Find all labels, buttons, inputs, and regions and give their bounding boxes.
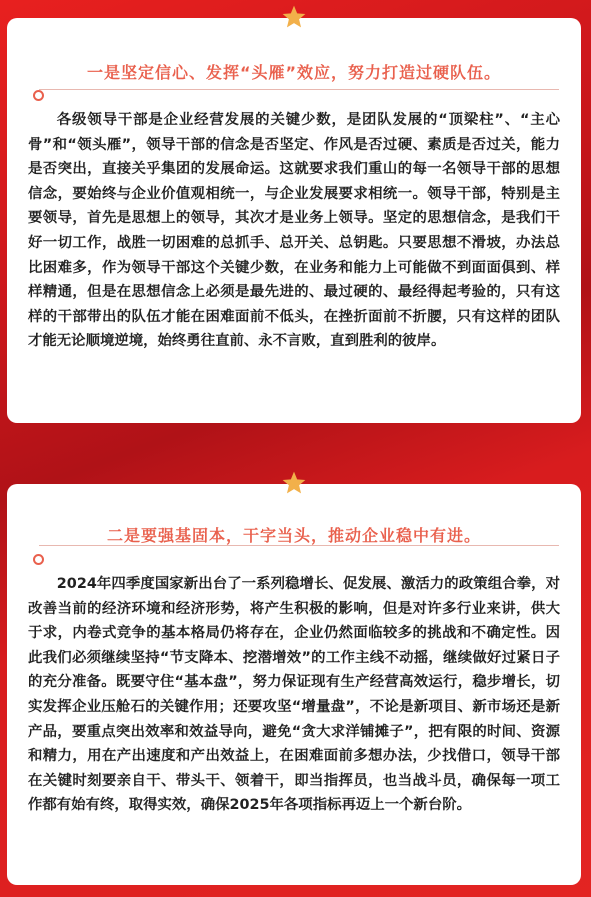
divider-dot xyxy=(33,90,44,101)
divider-dot xyxy=(33,554,44,565)
star-icon xyxy=(281,470,307,496)
heading-divider xyxy=(39,89,559,90)
star-icon xyxy=(281,4,307,30)
section-body: 各级领导干部是企业经营发展的关键少数，是团队发展的“顶梁柱”、“主心骨”和“领头雁”，领导干部的信念是否坚定、作风是否过硬、素质是否过关，能力是否突出，直接关乎集团的发展命运。这就要求我们重山的每一名领导干部的思想信念，要始终与企业价值观相统一，与企业发展要求相统一。领导干部，特别是主要领导，首先是思想上的领导，其次才是业务上领导。坚定的思想信念，是我们干好一切工作，战胜一切困难的总抓手、总开关、总钥匙。只要思想不滑坡，办法总比困难多，作为领导干部这个关键少数，在业务和能力上可能做不到面面俱到、样样精通，但是在思想信念上必须是最先进的、最过硬的、最经得起考验的，只有这样的干部带出的队伍才能在困难面前不低头，在挫折面前不折腰，只有这样的团队才能无论顺境逆境，始终勇往直前、永不言败，直到胜利的彼岸。 xyxy=(28,112,560,350)
section-body: 2024年四季度国家新出台了一系列稳增长、促发展、激活力的政策组合拳，对改善当前的经济环境和经济形势，将产生积极的影响，但是对许多行业来讲，供大于求，内卷式竞争的基本格局仍将存在，企业仍然面临较多的挑战和不确定性。因此我们必须继续坚持“节支降本、挖潜增效”的工作主线不动摇，继续做好过紧日子的充分准备。既要守住“基本盘”，努力保证现有生产经营高效运行，稳步增长，切实发挥企业压舱石的关键作用；还要攻坚“增量盘”，不论是新项目、新市场还是新产品，要重点突出效率和效益导向，避免“贪大求洋铺摊子”，把有限的时间、资源和精力，用在产出速度和产出效益上，在困难面前多想办法，少找借口，领导干部在关键时刻要亲自干、带头干、领着干，即当指挥员，也当战斗员，确保每一项工作都有始有终，取得实效，确保2025年各项指标再迈上一个新台阶。 xyxy=(28,576,560,814)
section-heading: 一是坚定信心、发挥“头雁”效应，努力打造过硬队伍。 xyxy=(86,63,502,82)
section-card-2 xyxy=(7,484,581,885)
section-card-1 xyxy=(7,18,581,423)
heading-divider xyxy=(39,545,559,546)
section-heading: 二是要强基固本，干字当头，推动企业稳中有进。 xyxy=(106,526,481,545)
